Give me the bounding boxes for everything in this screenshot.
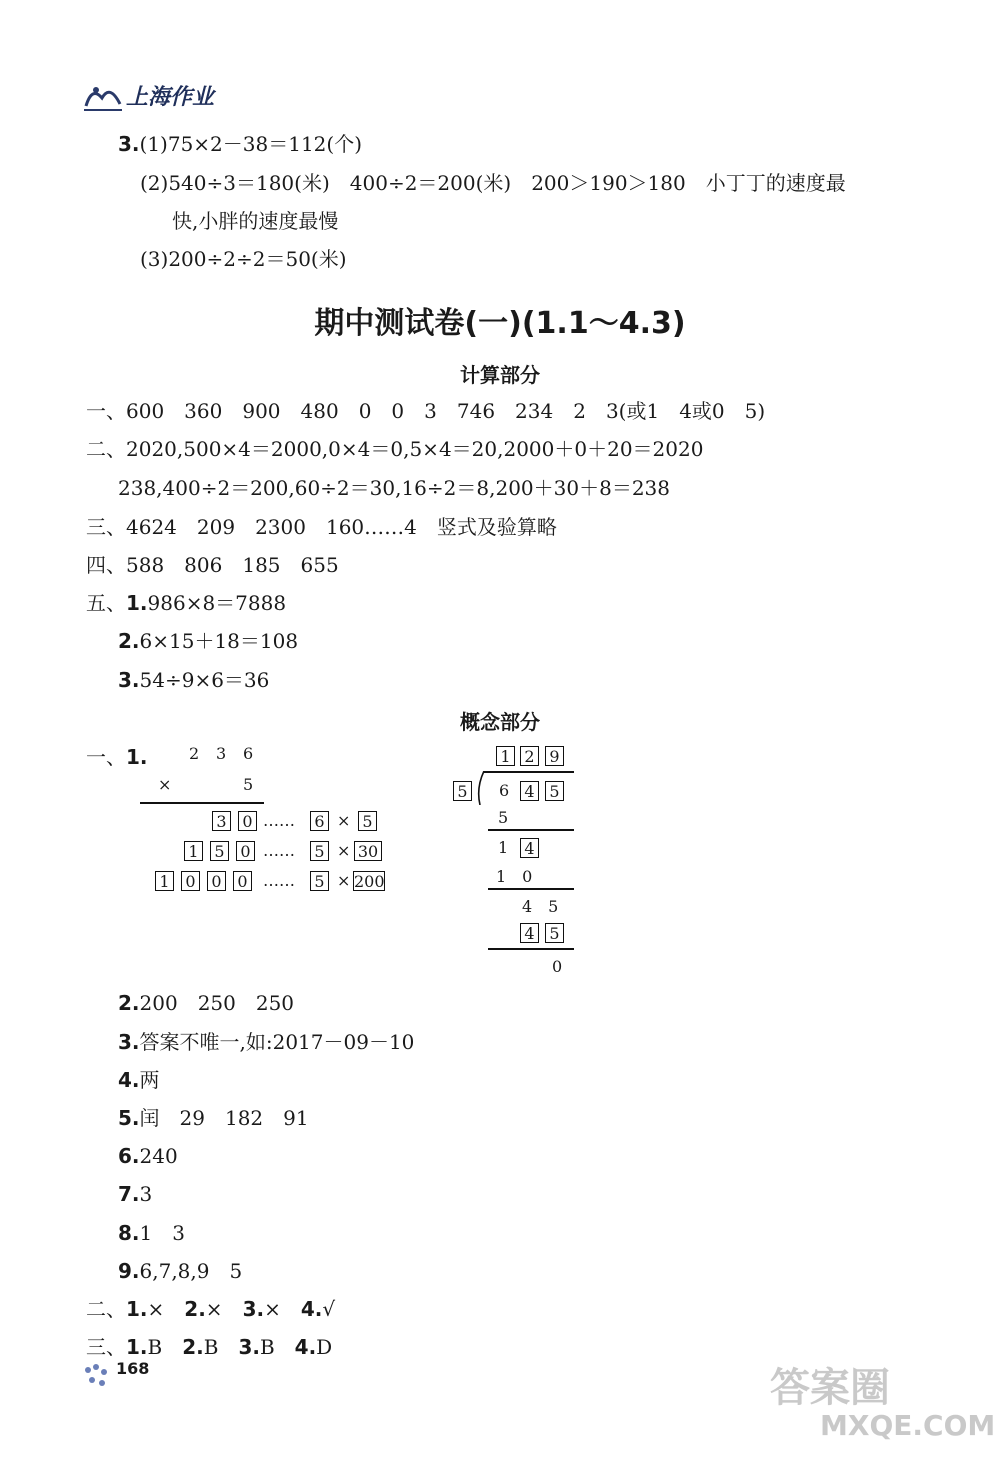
div-bar (484, 771, 574, 773)
mult-top-digit: 6 (243, 744, 254, 763)
div-step-box: 5 (545, 923, 564, 943)
mult-box: 0 (233, 871, 252, 891)
div-step: 1 0 (496, 867, 533, 886)
mult-box: 0 (238, 811, 257, 831)
mult-top-digit: 3 (216, 744, 227, 763)
calc-line-6: 五、1.986×8＝7888 (86, 591, 287, 615)
div-quotient-box: 1 (496, 746, 515, 766)
div-bracket (474, 771, 488, 805)
calc-line-7: 2.6×15＋18＝108 (118, 629, 299, 653)
concept-q3: 三、1.B 2.B 3.B 4.D (86, 1335, 333, 1359)
div-step: 4 5 (522, 897, 559, 916)
mult-times: × (337, 841, 351, 860)
mult-times-sign: × (158, 775, 172, 794)
div-step: 5 (498, 808, 509, 827)
div-dividend-box: 4 (520, 781, 539, 801)
mult-factor-box: 5 (310, 841, 329, 861)
div-step-box: 4 (520, 838, 539, 858)
div-step: 1 (498, 838, 509, 857)
mult-box: 0 (207, 871, 226, 891)
mult-box: 1 (155, 871, 174, 891)
mult-box: 1 (184, 841, 203, 861)
mult-box: 0 (181, 871, 200, 891)
concept-item: 6.240 (118, 1144, 178, 1168)
answer-3-1: 3.(1)75×2－38＝112(个) (118, 132, 363, 156)
mult-box: 0 (236, 841, 255, 861)
concept-item: 8.1 3 (118, 1221, 185, 1245)
mult-dots: …… (263, 841, 295, 860)
div-rule (488, 948, 574, 950)
mult-dots: …… (263, 811, 295, 830)
concept-item: 5.闰 29 182 91 (118, 1106, 309, 1130)
concept-item: 4.两 (118, 1068, 160, 1092)
page-title: 期中测试卷(一)(1.1～4.3) (314, 306, 686, 341)
calc-line-2: 二、2020,500×4＝2000,0×4＝0,5×4＝20,2000＋0＋20＝2020 (86, 437, 704, 461)
watermark-top: 答案圈 (770, 1365, 890, 1411)
concept-q2: 二、1.× 2.× 3.× 4.√ (86, 1297, 336, 1321)
calc-line-3: 238,400÷2＝200,60÷2＝30,16÷2＝8,200＋30＋8＝238 (118, 476, 670, 500)
mult-rule (140, 802, 264, 804)
mult-times: × (337, 871, 351, 890)
footprints-icon (82, 1362, 114, 1390)
answer-3-2-cont: 快,小胖的速度最慢 (172, 209, 339, 233)
calc-line-8: 3.54÷9×6＝36 (118, 668, 270, 692)
header-logo (82, 76, 287, 116)
div-rule (488, 829, 574, 831)
calc-line-4: 三、4624 209 2300 160……4 竖式及验算略 (86, 515, 557, 539)
mult-times: × (337, 811, 351, 830)
div-quotient-box: 9 (545, 746, 564, 766)
header-brand: 上海作业 (126, 85, 215, 110)
concept-q1-label: 一、1. (86, 745, 148, 769)
mult-box: 3 (212, 811, 231, 831)
mult-factor-box: 6 (310, 811, 329, 831)
page-number: 168 (116, 1359, 150, 1378)
section-heading-concept: 概念部分 (460, 710, 540, 734)
div-rule (488, 888, 574, 890)
concept-item: 9.6,7,8,9 5 (118, 1259, 243, 1283)
mult-mult-box: 30 (354, 841, 382, 861)
div-dividend-digit: 6 (499, 781, 510, 800)
section-heading-calc: 计算部分 (460, 363, 540, 387)
calc-line-5: 四、588 806 185 655 (86, 553, 339, 577)
div-quotient-box: 2 (520, 746, 539, 766)
answer-3-2: (2)540÷3＝180(米) 400÷2＝200(米) 200＞190＞180 小丁丁的速度最 (140, 171, 846, 195)
mascot-icon (82, 76, 126, 114)
answer-3-3: (3)200÷2÷2＝50(米) (140, 247, 347, 271)
mult-mult-box: 200 (354, 872, 385, 891)
mult-top-digit: 2 (189, 744, 200, 763)
mult-mult-box: 5 (358, 811, 377, 831)
mult-box: 5 (210, 841, 229, 861)
watermark (770, 1366, 995, 1442)
mult-multiplier: 5 (243, 775, 254, 794)
div-divisor-box: 5 (453, 781, 472, 801)
div-remainder: 0 (552, 957, 563, 976)
div-step-box: 4 (520, 923, 539, 943)
calc-line-1: 一、600 360 900 480 0 0 3 746 234 2 3(或1 4或0 5) (86, 399, 766, 423)
mult-factor-box: 5 (310, 871, 329, 891)
concept-item: 7.3 (118, 1182, 153, 1206)
mult-dots: …… (263, 871, 295, 890)
concept-item: 3.答案不唯一,如:2017－09－10 (118, 1030, 415, 1054)
div-dividend-box: 5 (545, 781, 564, 801)
watermark-bottom: MXQE.COM (820, 1409, 996, 1442)
concept-item: 2.200 250 250 (118, 991, 295, 1015)
